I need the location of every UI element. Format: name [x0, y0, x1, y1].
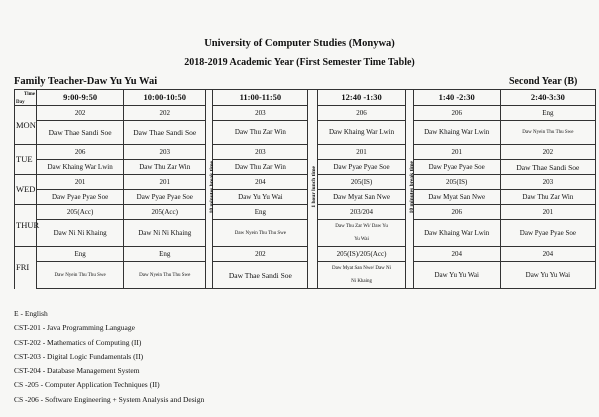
legend-item: CST-202 - Mathematics of Computing (II) [14, 337, 142, 347]
teacher-name: Daw Myat San Nwe [413, 190, 500, 205]
teacher-name: Daw Thae Sandi Soe [213, 262, 308, 289]
subject-code: 205(Acc) [124, 205, 206, 220]
subject-code: 202 [37, 106, 124, 121]
teacher-name: Daw Thu Zar Win [213, 121, 308, 145]
teacher-name: Daw Thae Sandi Soe [124, 121, 206, 145]
teacher-name: Daw Pyae Pyae Soe [124, 190, 206, 205]
subject-code: 203 [213, 106, 308, 121]
corner-cell [15, 90, 37, 106]
time-slot-6: 2:40-3:30 [500, 90, 595, 106]
subject-code: 202 [213, 247, 308, 262]
table-row [15, 121, 596, 145]
table-row [15, 175, 596, 190]
corner-time: Time [24, 92, 36, 97]
break-column-1: 10 minutes break time [206, 90, 213, 289]
time-slot-1: 9:00-9:50 [37, 90, 124, 106]
teacher-name: Daw Yu Yu Wai [413, 262, 500, 289]
day-label-mon: MON [15, 106, 37, 145]
teacher-name: Daw Nyein Thu Thu Swe [37, 262, 124, 289]
teacher-name: Daw Pyae Pyae Soe [413, 160, 500, 175]
teacher-name: Daw Thu Zar Win [500, 190, 595, 205]
teacher-name: Daw Thu Zar Wi/ Daw Yu Yu Wai [318, 220, 405, 247]
time-slot-5: 1:40 -2:30 [413, 90, 500, 106]
subject-code: 201 [500, 205, 595, 220]
teacher-name: Daw Thu Zar Win [213, 160, 308, 175]
day-label-thur: THUR [15, 205, 37, 247]
subject-code: 206 [37, 145, 124, 160]
subject-code: 201 [413, 145, 500, 160]
subject-code: 204 [500, 247, 595, 262]
teacher-name: Daw Thae Sandi Soe [37, 121, 124, 145]
teacher-name: Daw Thae Sandi Soe [500, 160, 595, 175]
teacher-name: Daw Yu Yu Wai [213, 190, 308, 205]
legend-item: CS -206 - Software Engineering + System Analysis and Design [14, 394, 205, 404]
time-slot-4: 12:40 -1:30 [318, 90, 405, 106]
subject-code: 204 [413, 247, 500, 262]
subject-code: Eng [213, 205, 308, 220]
teacher-name: Daw Khaing War Lwin [318, 121, 405, 145]
time-slot-2: 10:00-10:50 [124, 90, 206, 106]
teacher-name: Daw Yu Yu Wai [500, 262, 595, 289]
teacher-name: Daw Ni Ni Khaing [124, 220, 206, 247]
subject-code: 205(IS) [318, 175, 405, 190]
subject-code: 205(IS)/205(Acc) [318, 247, 405, 262]
table-row [15, 190, 596, 205]
teacher-name: Daw Thu Zar Win [124, 160, 206, 175]
subject-code: 203/204 [318, 205, 405, 220]
subject-code: 203 [124, 145, 206, 160]
teacher-name: Daw Nyein Thu Thu Swe [213, 220, 308, 247]
subject-code: 206 [318, 106, 405, 121]
timetable [14, 89, 596, 289]
subject-code: 201 [318, 145, 405, 160]
time-slot-3: 11:00-11:50 [213, 90, 308, 106]
legend-item: CST-203 - Digital Logic Fundamentals (II) [14, 351, 144, 361]
teacher-name: Daw Ni Ni Khaing [37, 220, 124, 247]
subject-code: 206 [413, 205, 500, 220]
teacher-name: Daw Pyae Pyae Soe [500, 220, 595, 247]
document-title: University of Computer Studies (Monywa) [204, 38, 395, 49]
table-row [15, 160, 596, 175]
teacher-name: Daw Nyein Thu Thu Swe [500, 121, 595, 145]
time-header-row [15, 90, 596, 106]
teacher-name: Daw Myat San Nwe/ Daw Ni Ni Khaing [318, 262, 405, 289]
subject-code: 204 [213, 175, 308, 190]
legend-item: CST-204 - Database Management System [14, 366, 140, 376]
table-row [15, 220, 596, 247]
subject-code: 205(Acc) [37, 205, 124, 220]
subject-code: 203 [213, 145, 308, 160]
break-column-2: 10 minutes break time [405, 90, 413, 289]
subject-code: 202 [124, 106, 206, 121]
teacher-name: Daw Pyae Pyae Soe [318, 160, 405, 175]
table-row [15, 247, 596, 262]
teacher-name: Daw Myat San Nwe [318, 190, 405, 205]
subject-code: Eng [500, 106, 595, 121]
legend-item: CST-201 - Java Programming Language [14, 323, 135, 333]
subject-code: 202 [500, 145, 595, 160]
subject-legend [14, 307, 204, 407]
class-year: Second Year (B) [509, 76, 578, 87]
teacher-name: Daw Khaing War Lwin [413, 220, 500, 247]
subject-code: Eng [37, 247, 124, 262]
table-row [15, 262, 596, 289]
table-row [15, 106, 596, 121]
document-subtitle: 2018-2019 Academic Year (First Semester Time Table) [184, 57, 415, 68]
subject-code: 206 [413, 106, 500, 121]
subject-code: Eng [124, 247, 206, 262]
family-teacher: Family Teacher-Daw Yu Yu Wai [14, 76, 158, 87]
table-row [15, 145, 596, 160]
day-label-tue: TUE [15, 145, 37, 175]
subject-code: 201 [37, 175, 124, 190]
subject-code: 205(IS) [413, 175, 500, 190]
teacher-name: Daw Pyae Pyae Soe [37, 190, 124, 205]
subject-code: 201 [124, 175, 206, 190]
teacher-name: Daw Khaing War Lwin [413, 121, 500, 145]
teacher-name: Daw Khaing War Lwin [37, 160, 124, 175]
day-label-wed: WED [15, 175, 37, 205]
lunch-column: 1 hour lunch time [308, 90, 318, 289]
teacher-name: Daw Nyein Thu Thu Swe [124, 262, 206, 289]
corner-day: Day [16, 100, 25, 105]
legend-item: E - English [14, 309, 48, 318]
day-label-fri: FRI [15, 247, 37, 289]
legend-item: CS -205 - Computer Application Techniques (II) [14, 380, 160, 390]
subject-code: 203 [500, 175, 595, 190]
table-row [15, 205, 596, 220]
